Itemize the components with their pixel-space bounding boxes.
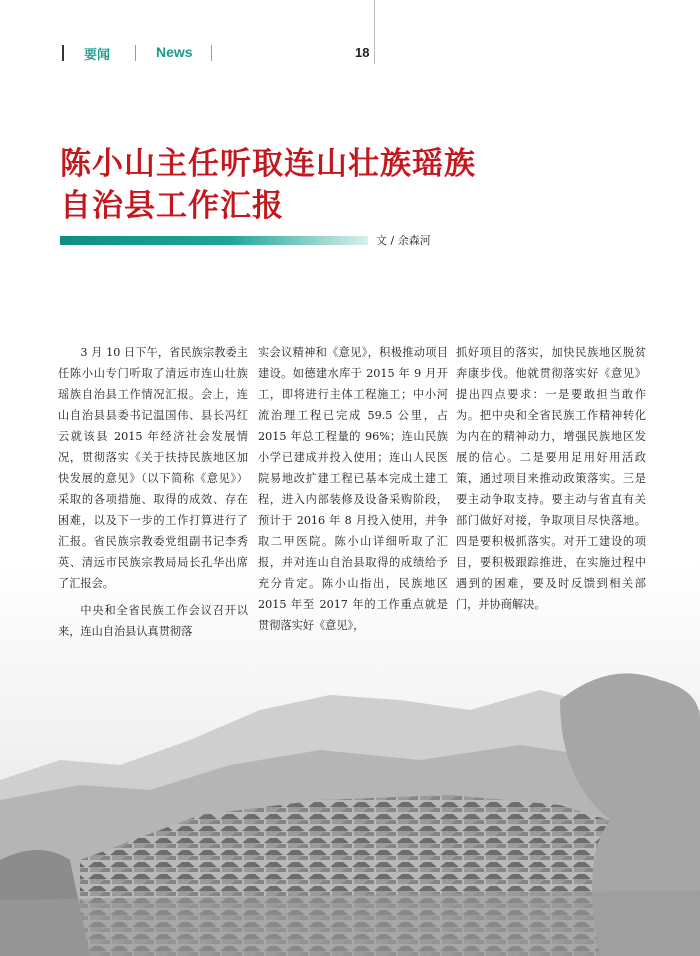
article-column-2 xyxy=(258,342,448,636)
title-line-2: 自治县工作汇报 xyxy=(60,188,284,224)
page-number: 18 xyxy=(355,45,370,60)
fold-line xyxy=(374,0,375,64)
paragraph: 实会议精神和《意见》，积极推动项目建设。如德建水库于 2015 年 9 月开工，即将进行主体工程施工；中小河流治理工程已完成 59.5 公里，占 2015 年总工程量的 96%；连山民族小学已建成并投入使用；连山人民医院易地改扩建工程已基本完成土建工程，进入内部装修及设备采购阶段，预计于 2016 年 8 月投入使用，并争取二甲医院。陈小山详细听取了汇报，并对连山自治县取得的成绩给予充分肯定。陈小山指出，民族地区 2015 年至 2017 年的工作重点就是贯彻落实好《意见》， xyxy=(258,346,448,632)
paragraph: 抓好项目的落实，加快民族地区脱贫奔康步伐。他就贯彻落实好《意见》提出四点要求：一是要敢担当敢作为。把中央和全省民族工作精神转化为内在的精神动力，增强民族地区发展的信心。二是要用足用好用活政策，通过项目来推动政策落实。三是要主动争取支持。要主动与省直有关部门做好对接，争取项目尽快落地。四是要积极抓落实。对开工建设的项目，要积极跟踪推进，在实施过程中遇到的困难，要及时反馈到相关部门，并协商解决。 xyxy=(456,346,646,611)
header-divider xyxy=(135,45,136,61)
article-column-3 xyxy=(456,342,646,615)
paragraph: 中央和全省民族工作会议召开以来，连山自治县认真贯彻落 xyxy=(58,604,248,638)
header-divider-right xyxy=(211,45,212,61)
section-label-cn: 要闻 xyxy=(84,48,111,63)
title-line-1: 陈小山主任听取连山壮族瑶族 xyxy=(60,146,476,182)
article-column-1 xyxy=(58,342,248,642)
article-title xyxy=(60,143,580,227)
section-label-en: News xyxy=(156,44,193,60)
title-rule xyxy=(60,236,368,245)
paragraph: 3 月 10 日下午，省民族宗教委主任陈小山专门听取了清远市连山壮族瑶族自治县工作情况汇报。会上，连山自治县县委书记温国伟、县长冯红云就该县 2015 年经济社会发展情况，贯彻落实《关于扶持民族地区加快发展的意见》（以下简称《意见》）采取的各项措施、取得的成效、存在困难，以及下一步的工作打算进行了汇报。省民族宗教委党组副书记李秀英、清远市民族宗教局局长孔华出席了汇报会。 xyxy=(58,346,248,590)
byline: 文 / 余森河 xyxy=(376,234,431,247)
header-marker-bar xyxy=(62,45,64,61)
